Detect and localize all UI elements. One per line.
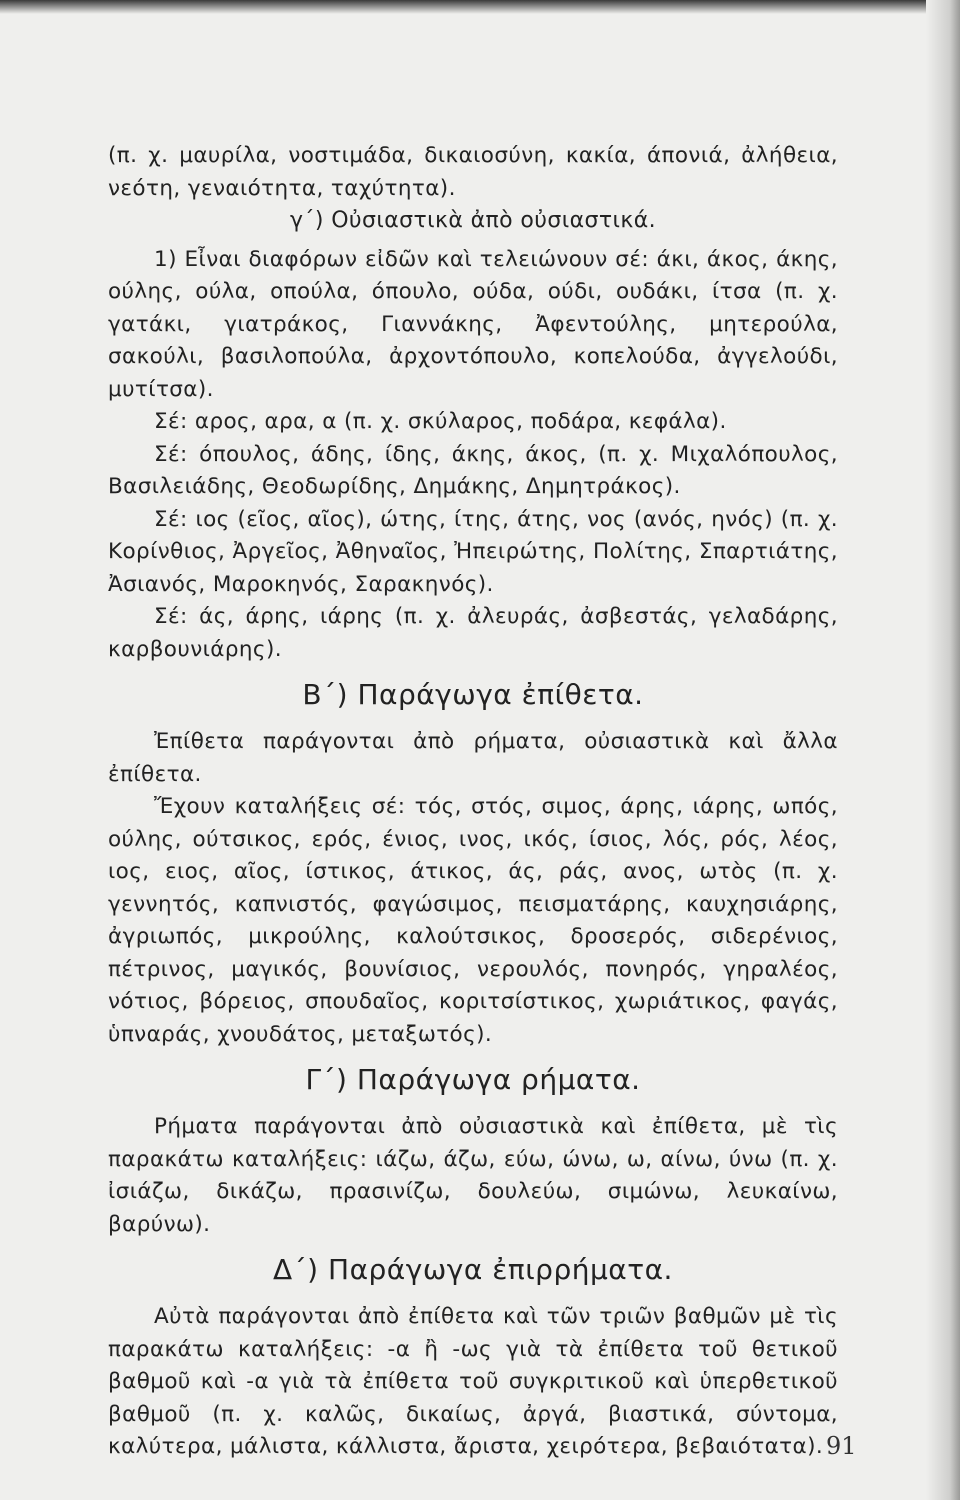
heading-d: Δ΄) Παράγωγα ἐπιρρήματα. <box>273 1253 673 1286</box>
paragraph-c3: Σέ: όπουλος, άδης, ίδης, άκης, άκος, (π. χ. Μιχαλόπουλος, Βασιλειάδης, Θεοδωρίδης, Δημάκης, Δημητράκος). <box>108 441 838 499</box>
scan-top-shadow <box>0 0 960 14</box>
paragraph-c2: Σέ: αρος, αρα, α (π. χ. σκύλαρος, ποδάρα, κεφάλα). <box>154 409 727 434</box>
paragraph-c5: Σέ: άς, άρης, ιάρης (π. χ. ἀλευράς, ἀσβεστάς, γελαδάρης, καρβουνιάρης). <box>108 604 838 662</box>
paragraph-b1: Ἐπίθετα παράγονται ἀπὸ ρήματα, οὐσιαστικὰ καὶ ἄλλα ἐπίθετα. <box>108 729 838 787</box>
page-body <box>108 140 838 1464</box>
page-number: 91 <box>826 1432 857 1460</box>
paragraph-c1: 1) Εἶναι διαφόρων εἰδῶν καὶ τελειώνουν σέ: άκι, άκος, άκης, ούλης, ούλα, οπούλα, όπουλο, ούδα, ούδι, ουδάκι, ίτσα (π. χ. γατάκι, γιατράκος, Γιαννάκης, Ἀφεντούλης, μητερούλα, σακούλι, βασιλοπούλα, ἀρχοντόπουλο, κοπελούδα, ἀγγελούδι, μυτίτσα). <box>108 246 838 402</box>
paragraph-d1: Αὐτὰ παράγονται ἀπὸ ἐπίθετα καὶ τῶν τριῶν βαθμῶν μὲ τὶς παρακάτω καταλήξεις: -α ἢ -ως γιὰ τὰ ἐπίθετα τοῦ θετικοῦ βαθμοῦ καὶ -α γιὰ τὰ ἐπίθετα τοῦ συγκριτικοῦ καὶ ὑπερθετικοῦ βαθμοῦ (π. χ. καλῶς, δικαίως, ἀργά, βιαστικά, σύντομα, καλύτερα, μάλιστα, κάλλιστα, ἄριστα, χειρότερα, βεβαιότατα). <box>108 1304 838 1459</box>
paragraph-c4: Σέ: ιος (εῖος, αῖος), ώτης, ίτης, άτης, νος (ανός, ηνός) (π. χ. Κορίνθιος, Ἀργεῖος, Ἀθηναῖος, Ἠπειρώτης, Πολίτης, Σπαρτιάτης, Ἀσιανός, Μαροκηνός, Σαρακηνός). <box>108 506 838 597</box>
paragraph-g1: Ρήματα παράγονται ἀπὸ οὐσιαστικὰ καὶ ἐπίθετα, μὲ τὶς παρακάτω καταλήξεις: ιάζω, άζω, εύω, ώνω, ω, αίνω, ύνω (π. χ. ἰσιάζω, δικάζω, πρασινίζω, δουλεύω, σιμώνω, λευκαίνω, βαρύνω). <box>108 1114 838 1237</box>
scan-right-edge <box>926 0 960 1500</box>
intro-paragraph: (π. χ. μαυρίλα, νοστιμάδα, δικαιοσύνη, κακία, άπονιά, ἀλήθεια, νεότη, γεναιότητα, ταχύτητα). <box>108 143 838 201</box>
heading-b: Β΄) Παράγωγα ἐπίθετα. <box>302 678 644 711</box>
heading-g: Γ΄) Παράγωγα ρήματα. <box>305 1063 641 1096</box>
paragraph-b2: Ἔχουν καταλήξεις σέ: τός, στός, σιμος, άρης, ιάρης, ωπός, ούλης, ούτσικος, ερός, ένιος, ινος, ικός, ίσιος, λός, ρός, λέος, ιος, ειος, αῖος, ίστικος, άτικος, άς, ράς, ανος, ωτὸς (π. χ. γεννητός, καπνιστός, φαγώσιμος, πεισματάρης, καυχησιάρης, ἀγριωπός, μικρούλης, καλούτσικος, δροσερός, σιδερένιος, πέτρινος, μαγικός, βουνίσιος, νερουλός, πονηρός, γηραλέος, νότιος, βόρειος, σπουδαῖος, κοριτσίστικος, χωριάτικος, φαγάς, ὑπναράς, χνουδάτος, μεταξωτός). <box>108 794 838 1047</box>
subheading-c: γ΄) Οὐσιαστικὰ ἀπὸ οὐσιαστικά. <box>290 208 656 233</box>
